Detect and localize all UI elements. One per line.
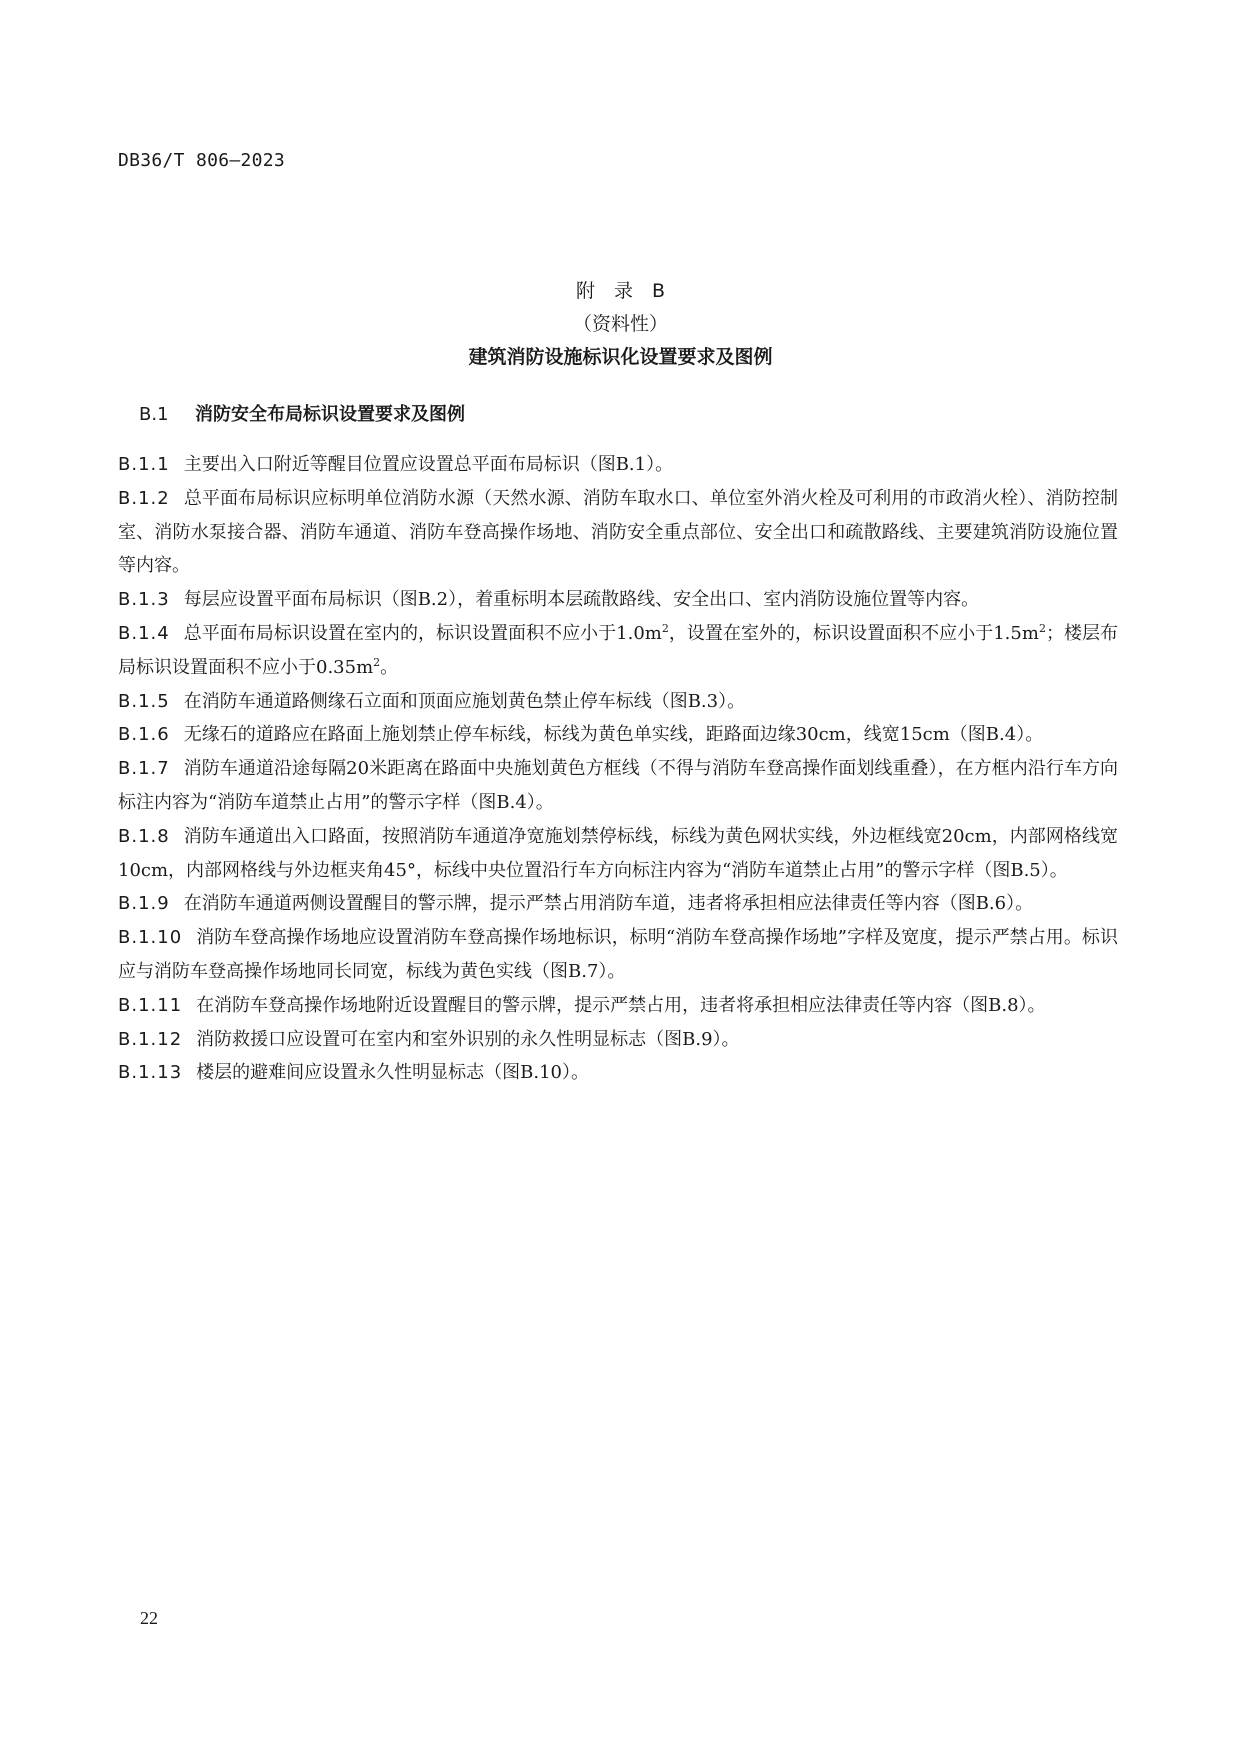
clause-number: B.1.8 bbox=[118, 825, 170, 847]
clause bbox=[118, 482, 1118, 583]
clause-number: B.1.3 bbox=[118, 589, 170, 611]
clause bbox=[118, 887, 1118, 921]
clause bbox=[118, 752, 1118, 820]
clause-text: 总平面布局标识应标明单位消防水源（天然水源、消防车取水口、单位室外消火栓及可利用的市政消火栓）、消防控制室、消防水泵接合器、消防车通道、消防车登高操作场地、消防安全重点部位、安全出口和疏散路线、主要建筑消防设施位置等内容。 bbox=[118, 487, 1118, 577]
clause-number: B.1.6 bbox=[118, 724, 170, 746]
clause-text: 楼层的避难间应设置永久性明显标志（图B.10）。 bbox=[196, 1062, 590, 1084]
clause bbox=[118, 685, 1118, 719]
clause-text: 主要出入口附近等醒目位置应设置总平面布局标识（图B.1）。 bbox=[183, 454, 674, 475]
appendix-main-title: 建筑消防设施标识化设置要求及图例 bbox=[468, 346, 773, 368]
clause-text: 在消防车登高操作场地附近设置醒目的警示牌，提示严禁占用，违者将承担相应法律责任等内容（图B.8）。 bbox=[196, 994, 1046, 1016]
clause bbox=[118, 921, 1118, 989]
clause-text: ，设置在室外的，标识设置面积不应小于1.5m bbox=[668, 622, 1039, 644]
clause-number: B.1.1 bbox=[118, 454, 170, 475]
clause-number: B.1.9 bbox=[118, 893, 170, 915]
section-number: B.1 bbox=[139, 404, 169, 425]
clause-text: 无缘石的道路应在路面上施划禁止停车标线，标线为黄色单实线，距路面边缘30cm，线宽15cm（图B.4）。 bbox=[183, 724, 1044, 746]
superscript: 2 bbox=[661, 621, 669, 635]
clause bbox=[118, 448, 1118, 482]
clause-text: 每层应设置平面布局标识（图B.2），着重标明本层疏散路线、安全出口、室内消防设施位置等内容。 bbox=[183, 589, 980, 611]
clause-text: 在消防车通道路侧缘石立面和顶面应施划黄色禁止停车标线（图B.3）。 bbox=[183, 690, 746, 712]
clause-text: 消防车通道出入口路面，按照消防车通道净宽施划禁停标线，标线为黄色网状实线，外边框线宽20cm，内部网格线宽10cm，内部网格线与外边框夹角45°，标线中央位置沿行车方向标注内容为“消防车道禁止占用”的警示字样（图B.5）。 bbox=[118, 825, 1118, 881]
clause bbox=[118, 820, 1118, 888]
clause bbox=[118, 718, 1118, 752]
appendix-subtitle: （资料性） bbox=[572, 313, 668, 335]
clause-text: 消防车登高操作场地应设置消防车登高操作场地标识，标明“消防车登高操作场地”字样及宽度，提示严禁占用。标识应与消防车登高操作场地同长同宽，标线为黄色实线（图B.7）。 bbox=[118, 927, 1118, 982]
clause bbox=[118, 617, 1118, 685]
clause-number: B.1.12 bbox=[118, 1028, 183, 1050]
clause-list bbox=[118, 448, 1118, 1090]
appendix-title: 附 录 B bbox=[575, 280, 666, 302]
clause-number: B.1.2 bbox=[118, 487, 170, 509]
clause-text: 消防救援口应设置可在室内和室外识别的永久性明显标志（图B.9）。 bbox=[196, 1028, 740, 1050]
clause-number: B.1.10 bbox=[118, 927, 183, 949]
section-heading bbox=[139, 400, 465, 426]
clause bbox=[118, 1023, 1118, 1057]
clause bbox=[118, 989, 1118, 1023]
clause-number: B.1.11 bbox=[118, 994, 183, 1016]
clause-text: 消防车通道沿途每隔20米距离在路面中央施划黄色方框线（不得与消防车登高操作面划线重叠），在方框内沿行车方向标注内容为“消防车道禁止占用”的警示字样（图B.4）。 bbox=[118, 758, 1118, 813]
clause-number: B.1.13 bbox=[118, 1062, 183, 1084]
clause-text: 。 bbox=[380, 656, 399, 678]
superscript: 2 bbox=[1038, 621, 1046, 635]
clause-number: B.1.4 bbox=[118, 622, 170, 644]
clause-text: ；楼层布局标识设置面积不应小于0.35m bbox=[118, 622, 1118, 678]
standard-code: DB36/T 806—2023 bbox=[118, 150, 286, 171]
clause bbox=[118, 583, 1118, 617]
superscript: 2 bbox=[373, 655, 381, 669]
clause-text: 总平面布局标识设置在室内的，标识设置面积不应小于1.0m bbox=[183, 622, 662, 644]
page-number: 22 bbox=[140, 1608, 158, 1628]
clause-number: B.1.7 bbox=[118, 758, 170, 780]
clause bbox=[118, 1056, 1118, 1090]
clause-number: B.1.5 bbox=[118, 690, 170, 712]
section-title: 消防安全布局标识设置要求及图例 bbox=[195, 404, 465, 425]
clause-text: 在消防车通道两侧设置醒目的警示牌，提示严禁占用消防车道，违者将承担相应法律责任等内容（图B.6）。 bbox=[183, 893, 1034, 915]
